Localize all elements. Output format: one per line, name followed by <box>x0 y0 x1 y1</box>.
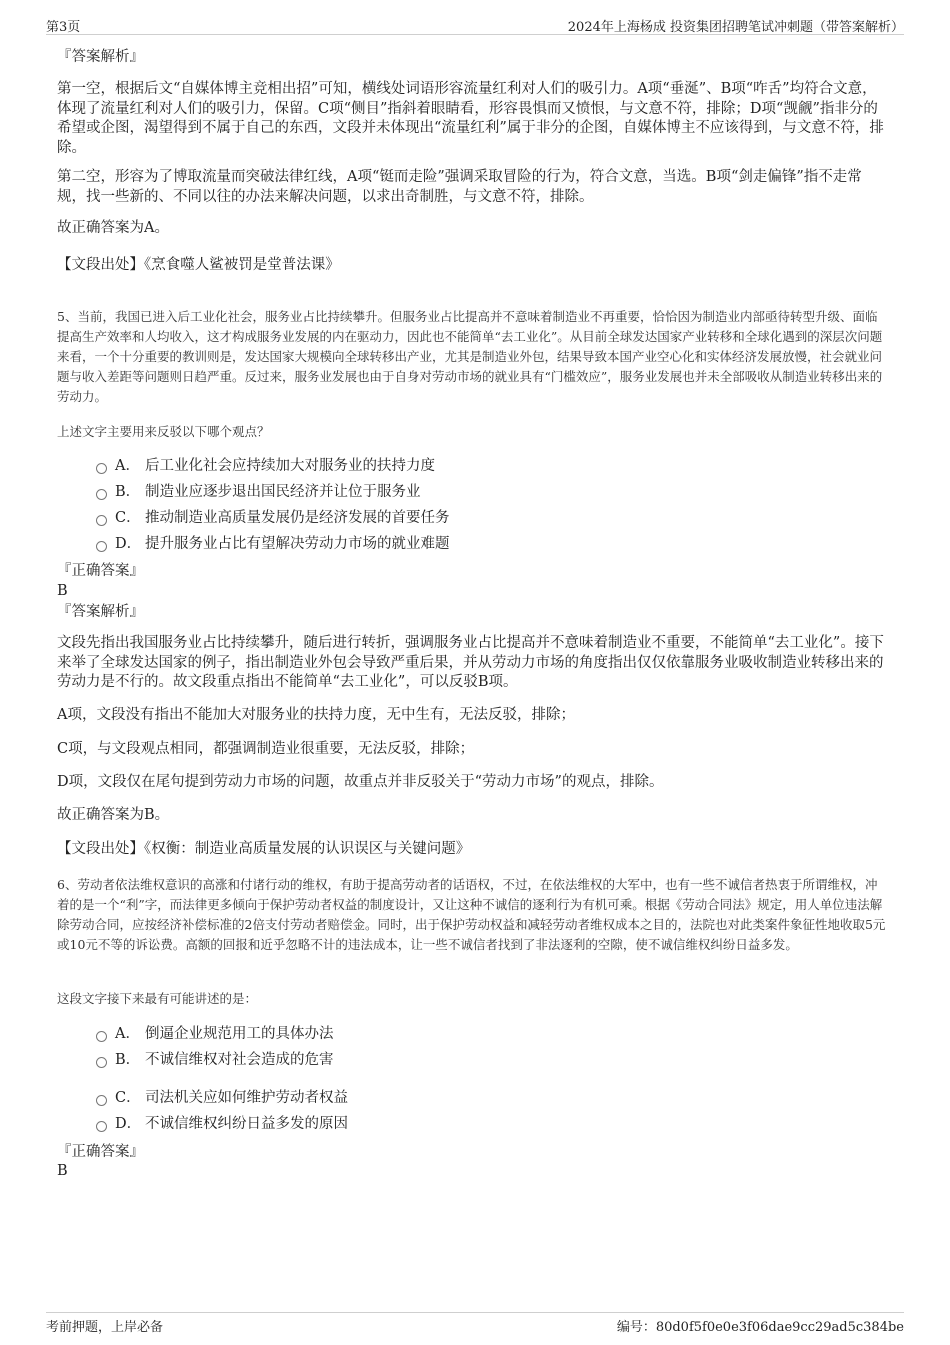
q4-analysis-para2: 第二空，形容为了博取流量而突破法律红线，A项“铤而走险”强调采取冒险的行为，符合文意，当选。B项“剑走偏锋”指不走常规，找一些新的、不同以往的办法来解决问题，以求出奇制胜，与文意不符，排除。 <box>57 169 862 205</box>
q5-passage: 5、当前，我国已进入后工业化社会，服务业占比持续攀升。但服务业占比提高并不意味着制造业不再重要，恰恰因为制造业内部亟待转型升级、面临提高生产效率和人均收入，这才构成服务业发展的内在驱动力，因此也不能简单“去工业化”。从目前全球发达国家产业转移和全球化遇到的深层次问题来看，一个十分重要的教训则是，发达国家大规模向全球转移出产业，尤其是制造业外包，结果导致本国产业空心化和实体经济发展放慢，社会就业问题与收入差距等问题则日趋严重。反过来，服务业发展也由于自身对劳动市场的就业具有“门槛效应”，服务业发展也并未全部吸收从制造业转移出来的劳动力。 <box>57 309 883 404</box>
q6-answer: B <box>57 1163 68 1179</box>
option-text: 司法机关应如何维护劳动者权益 <box>145 1090 348 1106</box>
option-letter: B． <box>115 1052 141 1068</box>
radio-button[interactable] <box>96 1057 107 1068</box>
option-text: 倒逼企业规范用工的具体办法 <box>145 1026 334 1042</box>
q6-option-d[interactable] <box>96 1115 348 1133</box>
option-letter: D． <box>115 1116 142 1132</box>
q5-question: 上述文字主要用来反驳以下哪个观点？ <box>57 424 270 439</box>
option-text: 不诚信维权纠纷日益多发的原因 <box>145 1116 348 1132</box>
option-text: 推动制造业高质量发展仍是经济发展的首要任务 <box>145 510 450 526</box>
radio-button[interactable] <box>96 541 107 552</box>
document-id: 编号：80d0f5f0e0e3f06dae9cc29ad5c384be <box>616 1320 904 1335</box>
option-letter: C． <box>115 510 141 526</box>
q6-passage: 6、劳动者依法维权意识的高涨和付诸行动的维权，有助于提高劳动者的话语权，不过，在依法维权的大军中，也有一些不诚信者热衷于所谓维权，冲着的是一个“利”字，而法律更多倾向于保护劳动者权益的制度设计，又让这种不诚信的逐利行为有机可乘。根据《劳动合同法》规定，用人单位违法解除劳动合同，应按经济补偿标准的2倍支付劳动者赔偿金。同时，出于保护劳动权益和减轻劳动者维权成本之目的，法院也对此类案件象征性地收取5元或10元不等的诉讼费。高额的回报和近乎忽略不计的违法成本，让一些不诚信者找到了非法逐利的空隙，使不诚信维权纠纷日益多发。 <box>57 877 886 952</box>
q6-option-b[interactable] <box>96 1051 334 1069</box>
q4-analysis-para1: 第一空，根据后文“自媒体博主竞相出招”可知，横线处词语形容流量红利对人们的吸引力。A项“垂涎”、B项“咋舌”均符合文意，体现了流量红利对人们的吸引力，保留。C项“侧目”指斜着眼睛看，形容畏惧而又愤恨，与文意不符，排除；D项“觊觎”指非分的希望或企图，渴望得到不属于自己的东西，文段并未体现出“流量红利”属于非分的企图，自媒体博主不应该得到，与文意不符，排除。 <box>57 81 884 156</box>
q5-option-c[interactable] <box>96 509 450 527</box>
q6-option-a[interactable] <box>96 1025 334 1043</box>
q5-source: 【文段出处】《权衡：制造业高质量发展的认识误区与关键问题》 <box>57 841 471 857</box>
q4-conclusion: 故正确答案为A。 <box>57 220 169 236</box>
radio-button[interactable] <box>96 1121 107 1132</box>
page-footer <box>46 1312 904 1337</box>
q5-analysis-label: 『答案解析』 <box>57 604 144 620</box>
radio-button[interactable] <box>96 463 107 474</box>
option-letter: B． <box>115 484 141 500</box>
footer-slogan: 考前押题，上岸必备 <box>46 1320 164 1335</box>
q5-analysis-d: D项，文段仅在尾句提到劳动力市场的问题，故重点并非反驳关于“劳动力市场”的观点，排除。 <box>57 774 664 790</box>
q4-source: 【文段出处】《烹食噬人鲨被罚是堂普法课》 <box>57 257 340 273</box>
q4-analysis-label: 『答案解析』 <box>57 49 144 65</box>
q5-analysis-a: A项，文段没有指出不能加大对服务业的扶持力度，无中生有，无法反驳，排除； <box>57 707 575 723</box>
option-letter: C． <box>115 1090 141 1106</box>
page-number: 第3页 <box>46 20 81 35</box>
radio-button[interactable] <box>96 515 107 526</box>
q5-option-a[interactable] <box>96 457 435 475</box>
q5-answer: B <box>57 583 68 599</box>
q5-analysis-main: 文段先指出我国服务业占比持续攀升，随后进行转折，强调服务业占比提高并不意味着制造业不重要，不能简单“去工业化”。接下来举了全球发达国家的例子，指出制造业外包会导致严重后果，并从劳动力市场的角度指出仅仅依靠服务业吸收制造业转移出来的劳动力是不行的。故文段重点指出不能简单“去工业化”，可以反驳B项。 <box>57 635 884 690</box>
option-text: 提升服务业占比有望解决劳动力市场的就业难题 <box>145 536 450 552</box>
q6-question: 这段文字接下来最有可能讲述的是： <box>57 991 258 1006</box>
q5-conclusion: 故正确答案为B。 <box>57 807 170 823</box>
option-text: 制造业应逐步退出国民经济并让位于服务业 <box>145 484 421 500</box>
q5-answer-label: 『正确答案』 <box>57 563 144 579</box>
option-text: 不诚信维权对社会造成的危害 <box>145 1052 334 1068</box>
q6-option-c[interactable] <box>96 1089 348 1107</box>
option-letter: A． <box>115 1026 140 1042</box>
radio-button[interactable] <box>96 1095 107 1106</box>
q5-analysis-c: C项，与文段观点相同，都强调制造业很重要，无法反驳，排除； <box>57 741 475 757</box>
page-header <box>46 14 904 35</box>
option-text: 后工业化社会应持续加大对服务业的扶持力度 <box>145 458 435 474</box>
radio-button[interactable] <box>96 1031 107 1042</box>
q5-option-d[interactable] <box>96 535 450 553</box>
option-letter: A． <box>115 458 140 474</box>
q5-option-b[interactable] <box>96 483 421 501</box>
document-title: 2024年上海杨成 投资集团招聘笔试冲刺题（带答案解析） <box>567 20 904 35</box>
option-letter: D． <box>115 536 142 552</box>
radio-button[interactable] <box>96 489 107 500</box>
q6-answer-label: 『正确答案』 <box>57 1144 144 1160</box>
